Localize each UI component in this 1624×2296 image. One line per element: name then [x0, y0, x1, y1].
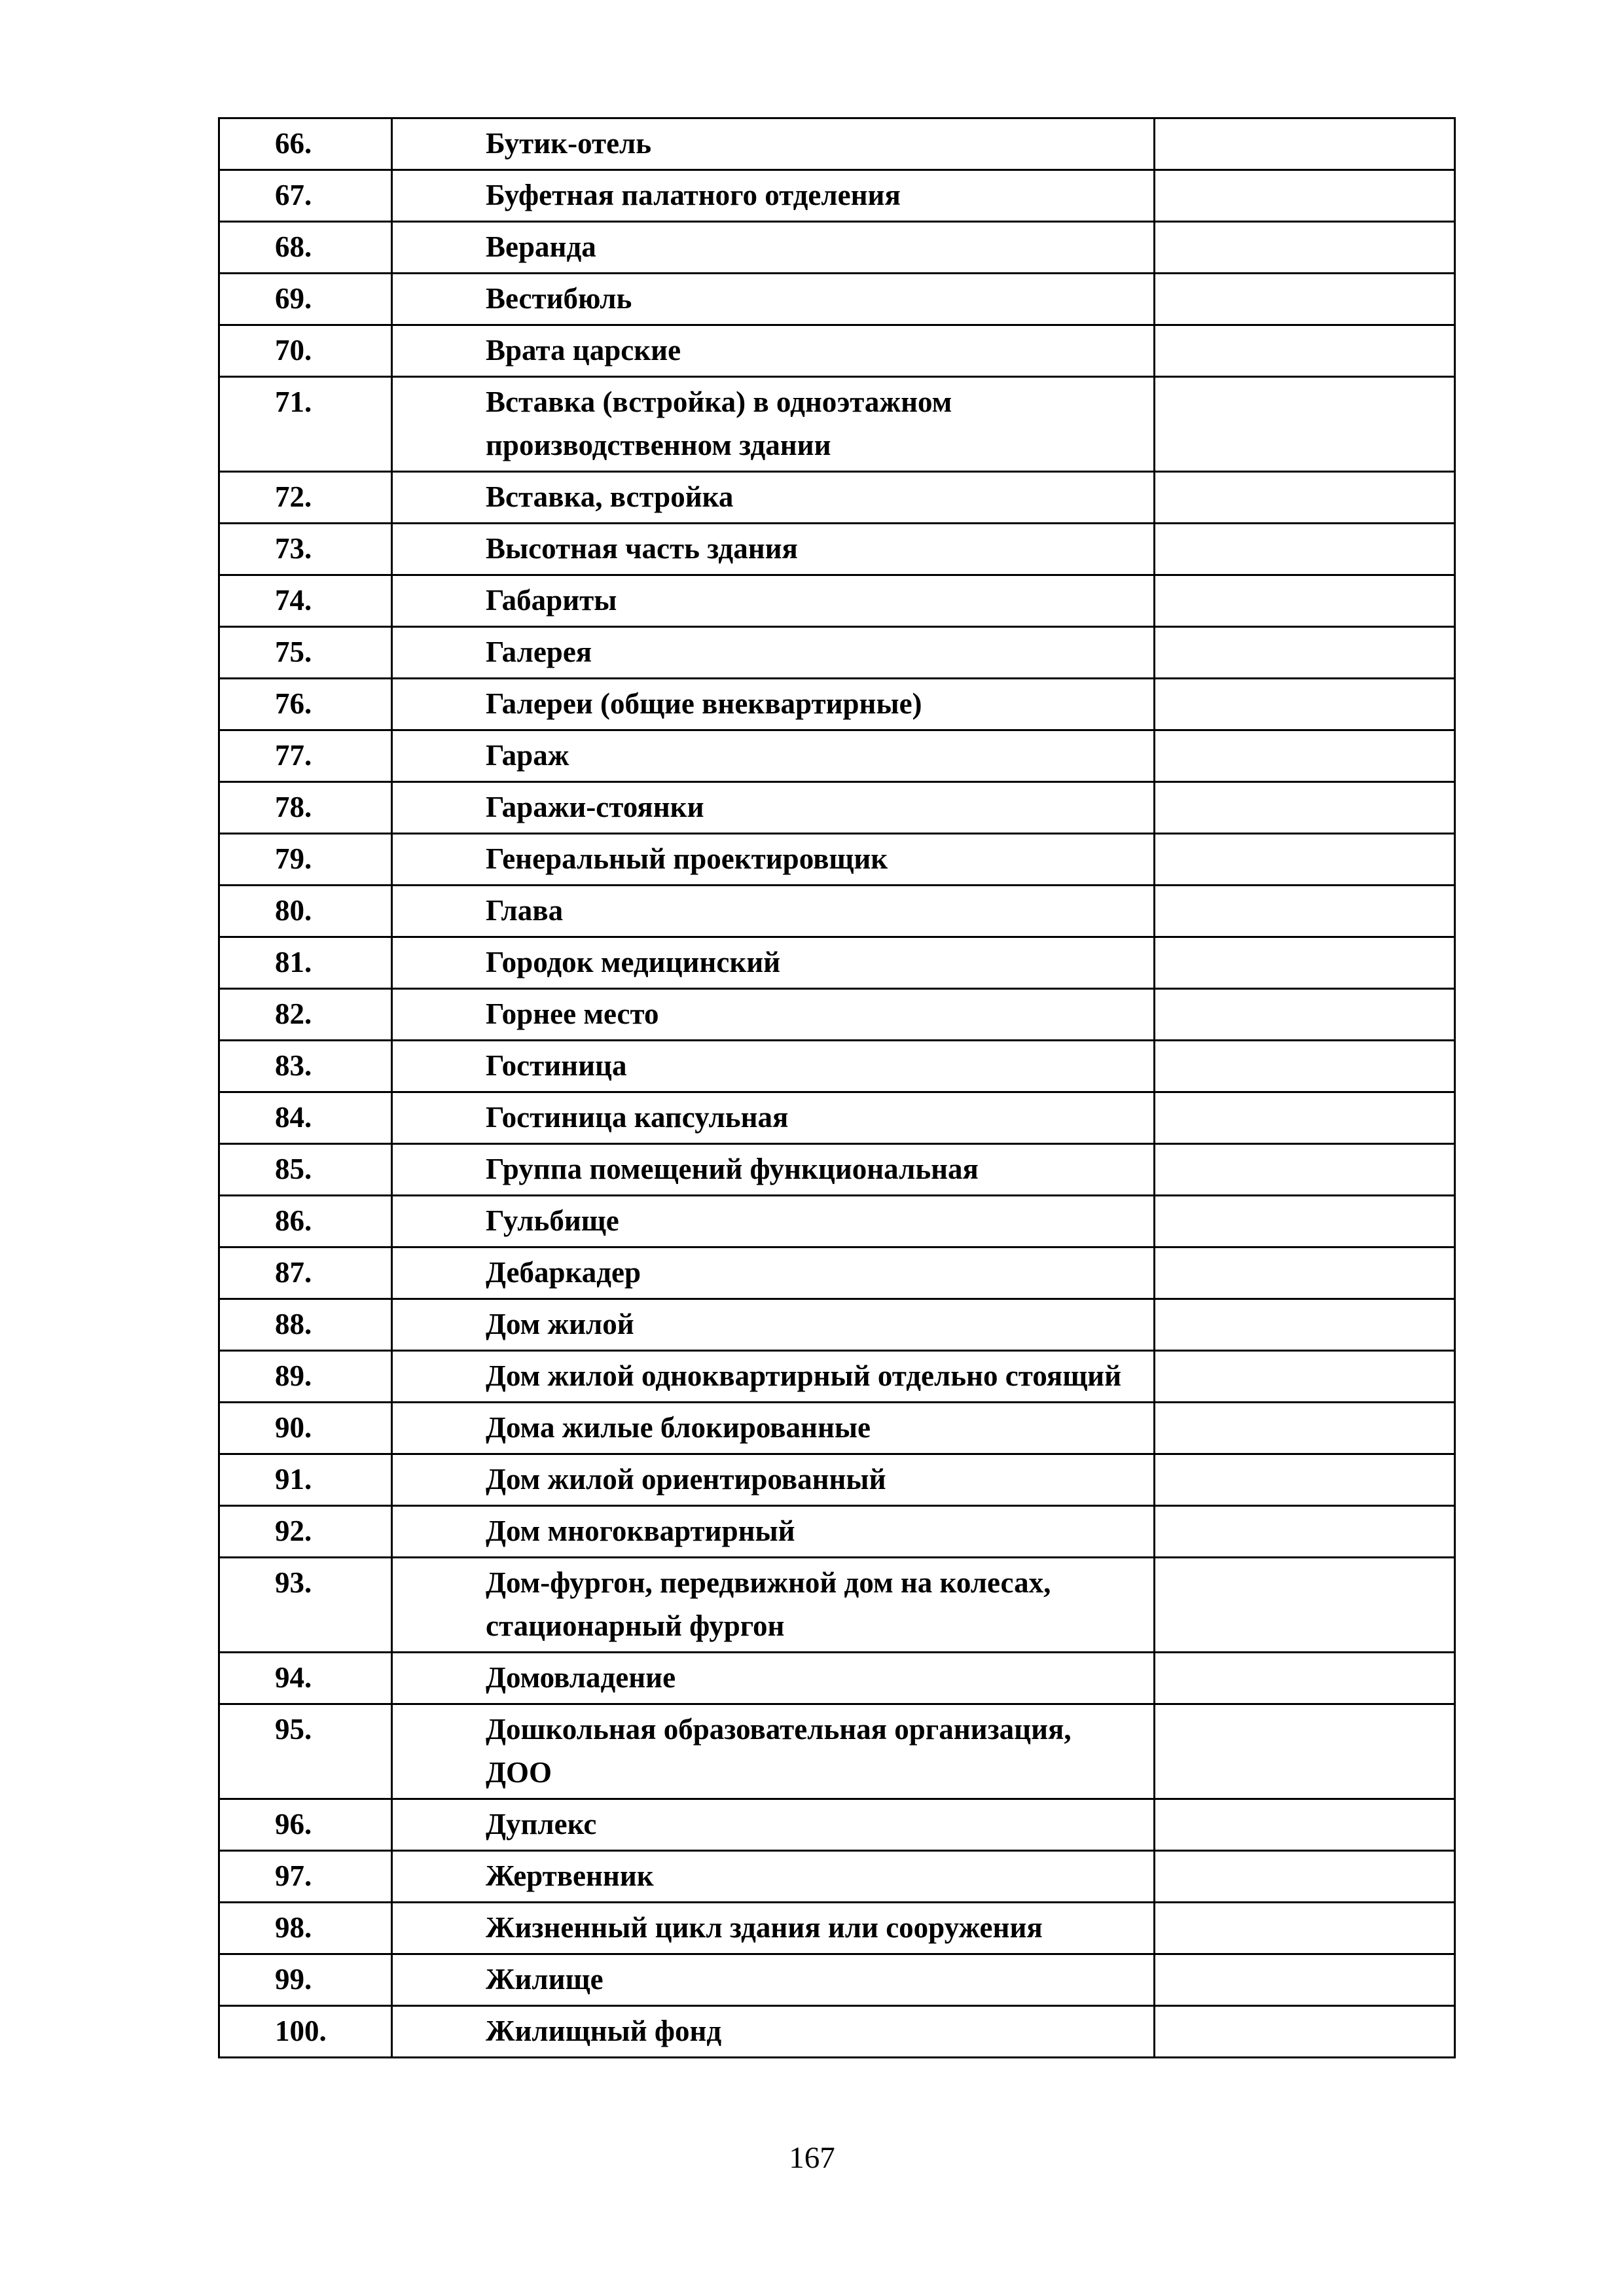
empty-cell: [1155, 1299, 1455, 1351]
row-number-cell: 69.: [219, 274, 392, 325]
row-number-cell: 100.: [219, 2006, 392, 2058]
row-number-cell: 88.: [219, 1299, 392, 1351]
page-number: 167: [789, 2141, 835, 2175]
row-number-cell: 96.: [219, 1799, 392, 1851]
term-cell: Вставка (встройка) в одноэтажном производственном здании: [392, 377, 1155, 472]
term-cell: Дом жилой ориентированный: [392, 1454, 1155, 1506]
table-row: [219, 1299, 1455, 1351]
term-cell: Дом многоквартирный: [392, 1506, 1155, 1558]
empty-cell: [1155, 1954, 1455, 2006]
row-number-cell: 75.: [219, 627, 392, 679]
row-number-cell: 89.: [219, 1351, 392, 1403]
term-cell: Высотная часть здания: [392, 524, 1155, 575]
empty-cell: [1155, 1704, 1455, 1799]
term-cell: Жизненный цикл здания или сооружения: [392, 1903, 1155, 1954]
table-row: [219, 886, 1455, 937]
term-cell: Дом жилой: [392, 1299, 1155, 1351]
row-number-cell: 99.: [219, 1954, 392, 2006]
table-row: [219, 679, 1455, 730]
empty-cell: [1155, 2006, 1455, 2058]
table-row: [219, 1247, 1455, 1299]
empty-cell: [1155, 1196, 1455, 1247]
row-number-cell: 98.: [219, 1903, 392, 1954]
table-row: [219, 782, 1455, 834]
table-row: [219, 989, 1455, 1041]
term-cell: Врата царские: [392, 325, 1155, 377]
empty-cell: [1155, 1403, 1455, 1454]
row-number-cell: 95.: [219, 1704, 392, 1799]
table-row: [219, 1196, 1455, 1247]
row-number-cell: 76.: [219, 679, 392, 730]
row-number-cell: 66.: [219, 118, 392, 170]
table-row: [219, 170, 1455, 222]
empty-cell: [1155, 1903, 1455, 1954]
table-row: [219, 1454, 1455, 1506]
term-cell: Дома жилые блокированные: [392, 1403, 1155, 1454]
row-number-cell: 73.: [219, 524, 392, 575]
table-row: [219, 118, 1455, 170]
table-row: [219, 472, 1455, 524]
term-cell: Гаражи-стоянки: [392, 782, 1155, 834]
empty-cell: [1155, 1506, 1455, 1558]
row-number-cell: 87.: [219, 1247, 392, 1299]
empty-cell: [1155, 937, 1455, 989]
table-row: [219, 627, 1455, 679]
empty-cell: [1155, 679, 1455, 730]
row-number-cell: 90.: [219, 1403, 392, 1454]
empty-cell: [1155, 524, 1455, 575]
row-number-cell: 77.: [219, 730, 392, 782]
row-number-cell: 71.: [219, 377, 392, 472]
row-number-cell: 93.: [219, 1558, 392, 1653]
table-row: [219, 377, 1455, 472]
term-cell: Вестибюль: [392, 274, 1155, 325]
table-row: [219, 222, 1455, 274]
empty-cell: [1155, 1247, 1455, 1299]
row-number-cell: 81.: [219, 937, 392, 989]
row-number-cell: 94.: [219, 1653, 392, 1704]
row-number-cell: 74.: [219, 575, 392, 627]
table-row: [219, 1704, 1455, 1799]
term-cell: Галереи (общие внеквартирные): [392, 679, 1155, 730]
table-row: [219, 1092, 1455, 1144]
term-cell: Галерея: [392, 627, 1155, 679]
term-cell: Гараж: [392, 730, 1155, 782]
row-number-cell: 80.: [219, 886, 392, 937]
row-number-cell: 86.: [219, 1196, 392, 1247]
table-row: [219, 1558, 1455, 1653]
row-number-cell: 97.: [219, 1851, 392, 1903]
empty-cell: [1155, 118, 1455, 170]
table-row: [219, 730, 1455, 782]
term-cell: Домовладение: [392, 1653, 1155, 1704]
table-row: [219, 1653, 1455, 1704]
table-row: [219, 1351, 1455, 1403]
empty-cell: [1155, 1454, 1455, 1506]
empty-cell: [1155, 1351, 1455, 1403]
table-row: [219, 834, 1455, 886]
term-cell: Бутик-отель: [392, 118, 1155, 170]
table-row: [219, 1799, 1455, 1851]
table-row: [219, 575, 1455, 627]
term-cell: Дебаркадер: [392, 1247, 1155, 1299]
term-cell: Гостиница: [392, 1041, 1155, 1092]
term-cell: Вставка, встройка: [392, 472, 1155, 524]
row-number-cell: 70.: [219, 325, 392, 377]
empty-cell: [1155, 222, 1455, 274]
table-row: [219, 325, 1455, 377]
empty-cell: [1155, 627, 1455, 679]
term-cell: Группа помещений функциональная: [392, 1144, 1155, 1196]
empty-cell: [1155, 575, 1455, 627]
table-row: [219, 1403, 1455, 1454]
row-number-cell: 82.: [219, 989, 392, 1041]
empty-cell: [1155, 1653, 1455, 1704]
empty-cell: [1155, 1851, 1455, 1903]
empty-cell: [1155, 274, 1455, 325]
row-number-cell: 68.: [219, 222, 392, 274]
term-cell: Жертвенник: [392, 1851, 1155, 1903]
table-row: [219, 1144, 1455, 1196]
term-cell: Дошкольная образовательная организация, ДОО: [392, 1704, 1155, 1799]
term-cell: Генеральный проектировщик: [392, 834, 1155, 886]
empty-cell: [1155, 989, 1455, 1041]
term-cell: Веранда: [392, 222, 1155, 274]
row-number-cell: 84.: [219, 1092, 392, 1144]
empty-cell: [1155, 1144, 1455, 1196]
row-number-cell: 91.: [219, 1454, 392, 1506]
table-row: [219, 524, 1455, 575]
empty-cell: [1155, 886, 1455, 937]
terms-table-body: [219, 118, 1455, 2058]
term-cell: Гульбище: [392, 1196, 1155, 1247]
term-cell: Городок медицинский: [392, 937, 1155, 989]
empty-cell: [1155, 1799, 1455, 1851]
term-cell: Габариты: [392, 575, 1155, 627]
table-row: [219, 2006, 1455, 2058]
empty-cell: [1155, 325, 1455, 377]
term-cell: Буфетная палатного отделения: [392, 170, 1155, 222]
row-number-cell: 72.: [219, 472, 392, 524]
term-cell: Жилищный фонд: [392, 2006, 1155, 2058]
empty-cell: [1155, 472, 1455, 524]
table-row: [219, 274, 1455, 325]
empty-cell: [1155, 1558, 1455, 1653]
terms-table: [218, 117, 1456, 2058]
table-row: [219, 1851, 1455, 1903]
table-row: [219, 1954, 1455, 2006]
term-cell: Глава: [392, 886, 1155, 937]
term-cell: Жилище: [392, 1954, 1155, 2006]
table-row: [219, 937, 1455, 989]
empty-cell: [1155, 782, 1455, 834]
row-number-cell: 67.: [219, 170, 392, 222]
row-number-cell: 92.: [219, 1506, 392, 1558]
row-number-cell: 79.: [219, 834, 392, 886]
empty-cell: [1155, 1041, 1455, 1092]
empty-cell: [1155, 834, 1455, 886]
empty-cell: [1155, 170, 1455, 222]
row-number-cell: 78.: [219, 782, 392, 834]
row-number-cell: 85.: [219, 1144, 392, 1196]
table-row: [219, 1041, 1455, 1092]
term-cell: Дом-фургон, передвижной дом на колесах, стационарный фургон: [392, 1558, 1155, 1653]
empty-cell: [1155, 730, 1455, 782]
term-cell: Дом жилой одноквартирный отдельно стоящий: [392, 1351, 1155, 1403]
table-row: [219, 1903, 1455, 1954]
term-cell: Дуплекс: [392, 1799, 1155, 1851]
row-number-cell: 83.: [219, 1041, 392, 1092]
term-cell: Гостиница капсульная: [392, 1092, 1155, 1144]
table-row: [219, 1506, 1455, 1558]
term-cell: Горнее место: [392, 989, 1155, 1041]
empty-cell: [1155, 1092, 1455, 1144]
empty-cell: [1155, 377, 1455, 472]
